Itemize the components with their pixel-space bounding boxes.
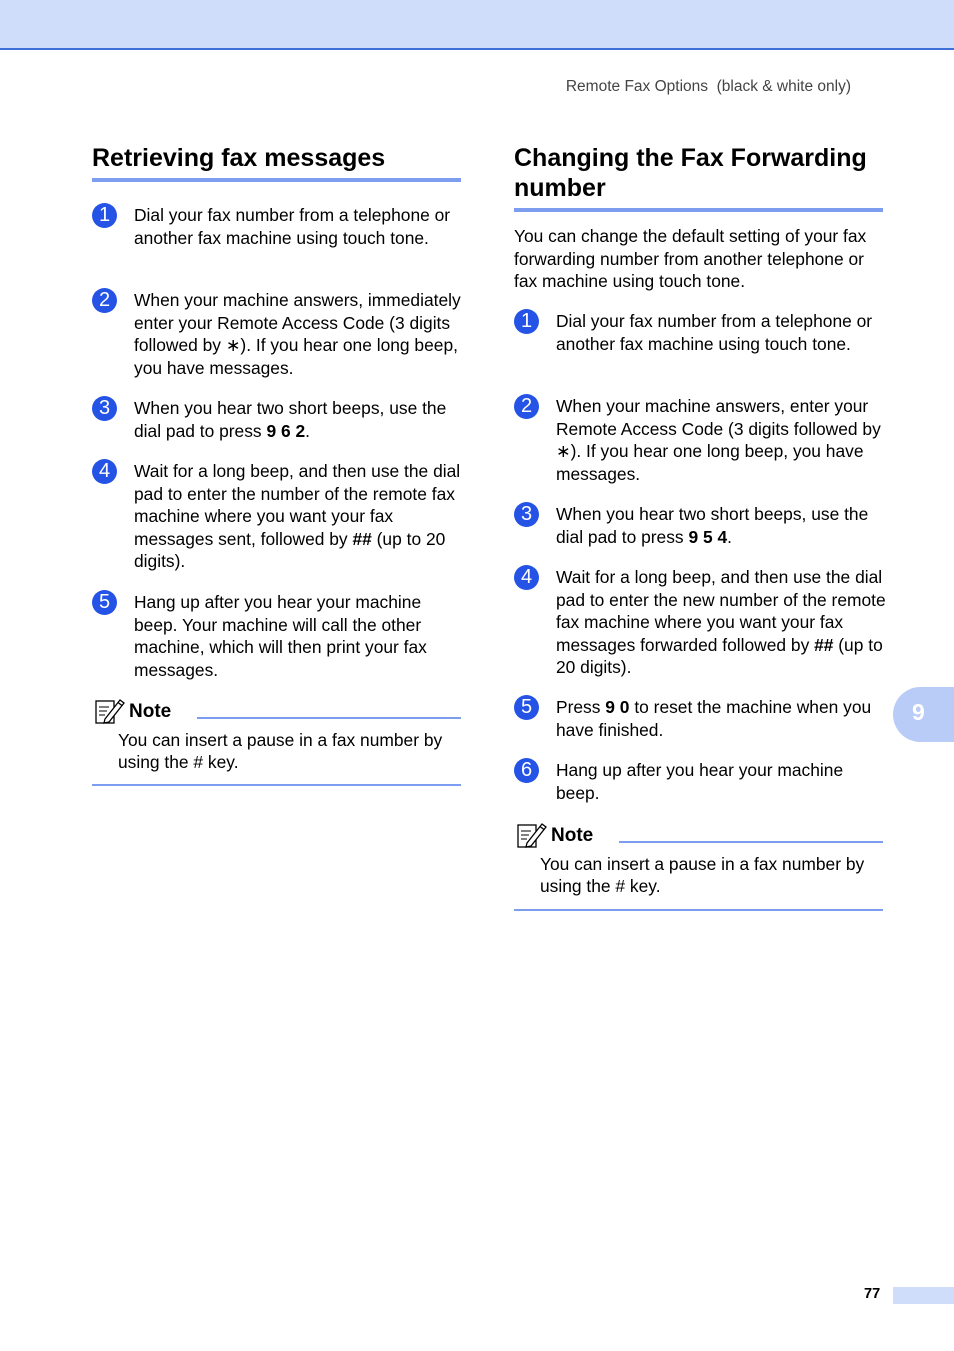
note-text: You can insert a pause in a fax number by using the # key. — [540, 854, 865, 896]
chapter-tab — [893, 687, 954, 742]
step-number: 4 — [514, 565, 539, 590]
step-number: 5 — [514, 695, 539, 720]
note-rule — [619, 841, 883, 843]
step-number: 5 — [92, 590, 117, 615]
section-title-retrieving: Retrieving fax messages — [92, 144, 386, 172]
page-number: 77 — [864, 1286, 881, 1302]
step-text: Hang up after you hear your machine beep. Your machine will call the other machine, which will then print your fax messages. — [134, 592, 427, 680]
key-sequence: 9 5 4 — [688, 526, 728, 547]
step-number: 2 — [92, 288, 117, 313]
chapter-number: 9 — [912, 699, 925, 725]
title-rule — [514, 208, 883, 212]
step-number: 1 — [92, 203, 117, 228]
top-band — [0, 0, 954, 50]
step-text: When your machine answers, immediately enter your Remote Access Code (3 digits followed by ∗). If you hear one long beep, you have messages. — [134, 290, 461, 378]
step-number: 4 — [92, 459, 117, 484]
step-number: 6 — [514, 758, 539, 783]
note-pencil-icon — [95, 697, 125, 725]
note-bottom-rule — [92, 784, 461, 786]
step-number: 2 — [514, 394, 539, 419]
note-text: You can insert a pause in a fax number by using the # key. — [118, 730, 443, 772]
note-title: Note — [129, 701, 172, 722]
title-rule — [92, 178, 461, 182]
step-text: When you hear two short beeps, use the dial pad to press 9 6 2. — [134, 398, 447, 441]
step-text: Press 9 0 to reset the machine when you have finished. — [556, 697, 872, 740]
step-number: 3 — [514, 502, 539, 527]
step-text: Hang up after you hear your machine beep. — [556, 760, 844, 803]
key-sequence: ## — [814, 634, 834, 655]
note-pencil-icon — [517, 821, 547, 849]
page-number-bar — [893, 1287, 954, 1304]
step-text: Dial your fax number from a telephone or another fax machine using touch tone. — [134, 205, 451, 248]
step-number: 1 — [514, 309, 539, 334]
note-bottom-rule — [514, 909, 883, 911]
step-number: 3 — [92, 396, 117, 421]
running-header: Remote Fax Options (black & white only) — [565, 78, 851, 95]
key-sequence: 9 6 2 — [266, 420, 306, 441]
key-sequence: 9 0 — [605, 697, 630, 717]
step-text: Wait for a long beep, and then use the dial pad to enter the number of the remote fax machine where you want your fax messages sent, followed by ## (up to 20 digits). — [134, 461, 461, 571]
step-text: Dial your fax number from a telephone or another fax machine using touch tone. — [556, 311, 873, 354]
step-text: When you hear two short beeps, use the dial pad to press 9 5 4. — [556, 504, 869, 547]
note-title: Note — [551, 825, 594, 846]
step-text: Wait for a long beep, and then use the dial pad to enter the new number of the remote fax machine where you want your fax messages forwarded followed by ## (up to 20 digits). — [556, 567, 886, 677]
intro-paragraph: You can change the default setting of your fax forwarding number from another telephone or fax machine using touch tone. — [514, 226, 867, 291]
note-rule — [197, 717, 461, 719]
section-title-forwarding: Changing the Fax Forwarding number — [514, 144, 867, 202]
key-sequence: ## — [352, 528, 372, 549]
step-text: When your machine answers, enter your Remote Access Code (3 digits followed by ∗). If you hear one long beep, you have messages. — [556, 396, 881, 484]
